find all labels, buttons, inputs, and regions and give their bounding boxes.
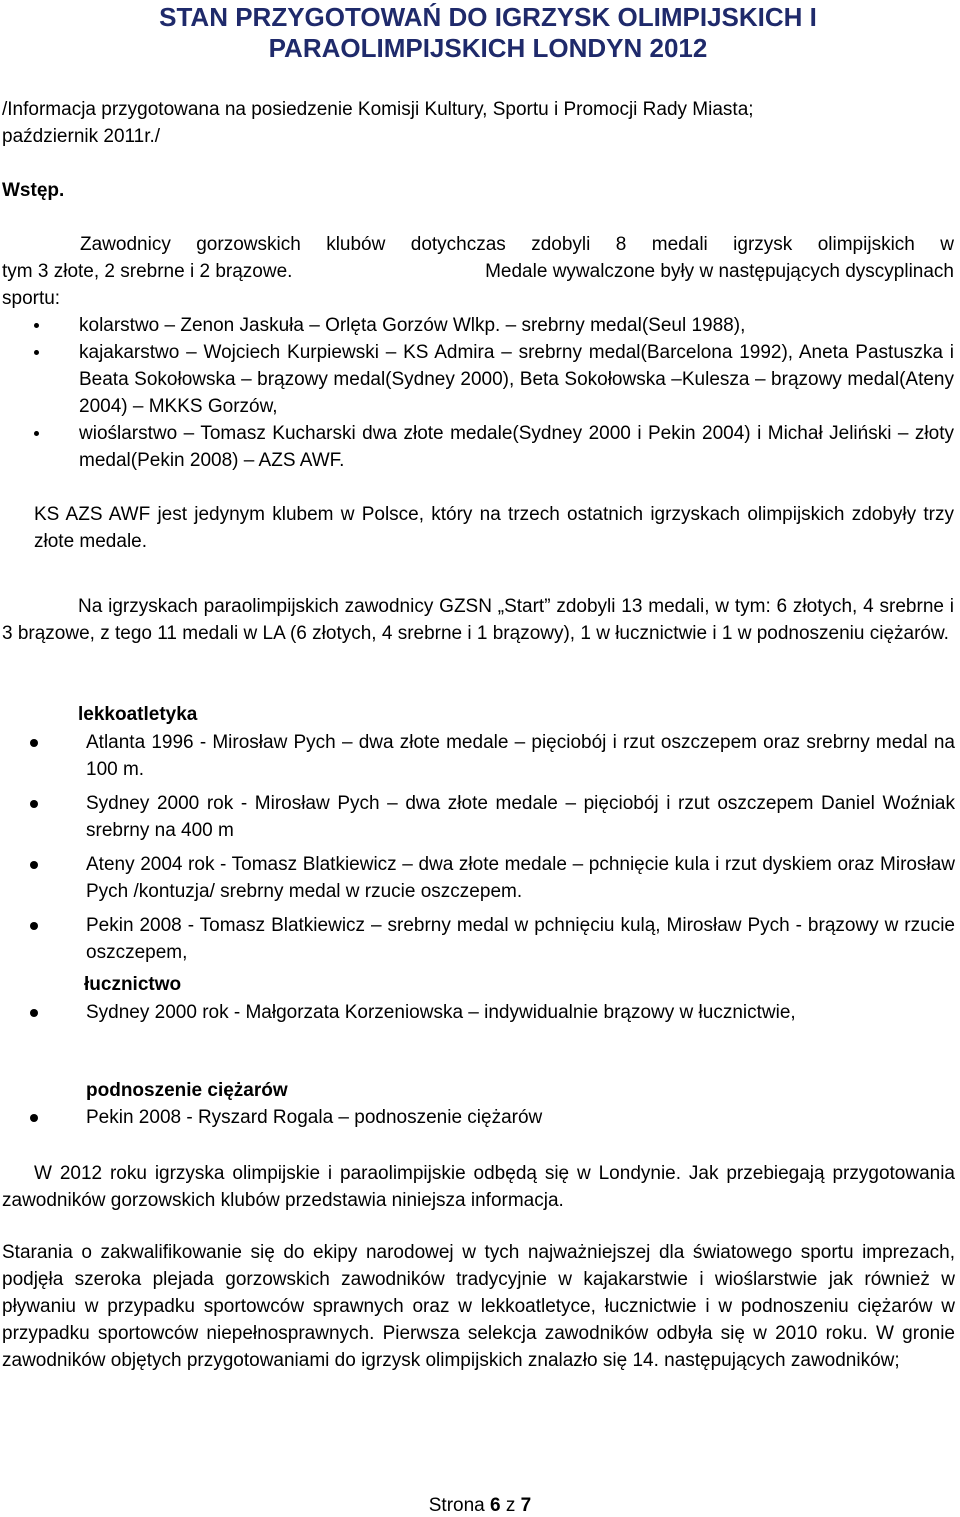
footer-page-number: 6 bbox=[490, 1495, 501, 1516]
olympic-medal-list bbox=[32, 312, 954, 474]
intro-heading: Wstęp. bbox=[2, 180, 65, 201]
athletics-list bbox=[24, 729, 955, 966]
info-line-1: /Informacja przygotowana na posiedzenie Komisji Kultury, Sportu i Promocji Rady Miasta; bbox=[2, 99, 754, 120]
intro-line-2 bbox=[2, 258, 954, 285]
archery-list bbox=[24, 999, 955, 1026]
footer-of: z bbox=[505, 1495, 516, 1516]
weightlifting-list bbox=[24, 1104, 955, 1131]
footer-prefix: Strona bbox=[428, 1495, 485, 1516]
list-item: wioślarstwo – Tomasz Kucharski dwa złote medale(Sydney 2000 i Pekin 2004) i Michał Jeliński – złoty medal(Pekin 2008) – AZS AWF. bbox=[32, 420, 954, 474]
list-item: Sydney 2000 rok - Małgorzata Korzeniowska – indywidualnie brązowy w łucznictwie, bbox=[24, 999, 955, 1026]
list-item: Sydney 2000 rok - Mirosław Pych – dwa złote medale – pięciobój i rzut oszczepem Daniel Woźniak srebrny na 400 m bbox=[24, 790, 955, 844]
info-note bbox=[2, 96, 952, 150]
page-footer bbox=[0, 1495, 960, 1517]
footer-page-total: 7 bbox=[520, 1495, 532, 1516]
intro-line-2b: Medale wywalczone były w następujących dyscyplinach bbox=[485, 261, 954, 282]
info-line-2: październik 2011r./ bbox=[2, 126, 161, 147]
paragraph-2012: W 2012 roku igrzyska olimpijskie i paraolimpijskie odbędą się w Londynie. Jak przebiegają przygotowania zawodników gorzowskich klubów przedstawia niniejsza informacja. bbox=[2, 1163, 955, 1211]
paralympic-paragraph: Na igrzyskach paraolimpijskich zawodnicy GZSN „Start” zdobyli 13 medali, w tym: 6 złotych, 4 srebrne i 3 brązowe, z tego 11 medali w LA (6 złotych, 4 srebrne i 1 brązowy), 1 w łucznictwie i 1 w podnoszeniu ciężarów. bbox=[2, 596, 954, 644]
title-line-2: PARAOLIMPIJSKICH LONDYN 2012 bbox=[268, 33, 708, 63]
document-title bbox=[108, 2, 868, 64]
section-heading-archery: łucznictwo bbox=[84, 974, 182, 995]
list-item: kajakarstwo – Wojciech Kurpiewski – KS Admira – srebrny medal(Barcelona 1992), Aneta Pastuszka i Beata Sokołowska – brązowy medal(Sydney 2000), Beta Sokołowska –Kulesza – brązowy medal(Ateny 2004) – MKKS Gorzów, bbox=[32, 339, 954, 420]
intro-paragraph bbox=[2, 231, 954, 312]
list-item: Atlanta 1996 - Mirosław Pych – dwa złote medale – pięciobój i rzut oszczepem oraz srebrny medal na 100 m. bbox=[24, 729, 955, 783]
list-item: Ateny 2004 rok - Tomasz Blatkiewicz – dwa złote medale – pchnięcie kula i rzut dyskiem oraz Mirosław Pych /kontuzja/ srebrny medal w rzucie oszczepem. bbox=[24, 851, 955, 905]
paragraph-efforts: Starania o zakwalifikowanie się do ekipy narodowej w tych najważniejszej dla światowego sportu imprezach, podjęła szeroka plejada gorzowskich zawodników tradycyjnie w kajakarstwie i wioślarstwie jak również w pływaniu w przypadku sportowców sprawnych oraz w lekkoatletyce, łucznictwie i w podnoszeniu ciężarów w przypadku sportowców niepełnosprawnych. Pierwsza selekcja zawodników odbyła się w 2010 roku. W gronie zawodników objętych przygotowaniami do igrzysk olimpijskich znalazło się 14. następujących zawodników; bbox=[2, 1242, 955, 1371]
section-heading-weightlifting: podnoszenie ciężarów bbox=[86, 1080, 288, 1101]
list-item: Pekin 2008 - Ryszard Rogala – podnoszenie ciężarów bbox=[24, 1104, 955, 1131]
intro-line-1: Zawodnicy gorzowskich klubów dotychczas zdobyli 8 medali igrzysk olimpijskich w bbox=[80, 234, 954, 255]
list-item: kolarstwo – Zenon Jaskuła – Orlęta Gorzów Wlkp. – srebrny medal(Seul 1988), bbox=[32, 312, 954, 339]
list-item: Pekin 2008 - Tomasz Blatkiewicz – srebrny medal w pchnięciu kulą, Mirosław Pych - brązowy w rzucie oszczepem, bbox=[24, 912, 955, 966]
intro-line-2a: tym 3 złote, 2 srebrne i 2 brązowe. bbox=[2, 261, 293, 282]
section-heading-athletics: lekkoatletyka bbox=[78, 704, 198, 725]
azs-note: KS AZS AWF jest jedynym klubem w Polsce, który na trzech ostatnich igrzyskach olimpijskich zdobyły trzy złote medale. bbox=[34, 504, 954, 552]
title-line-1: STAN PRZYGOTOWAŃ DO IGRZYSK OLIMPIJSKICH I bbox=[159, 2, 817, 32]
intro-line-3: sportu: bbox=[2, 288, 61, 309]
